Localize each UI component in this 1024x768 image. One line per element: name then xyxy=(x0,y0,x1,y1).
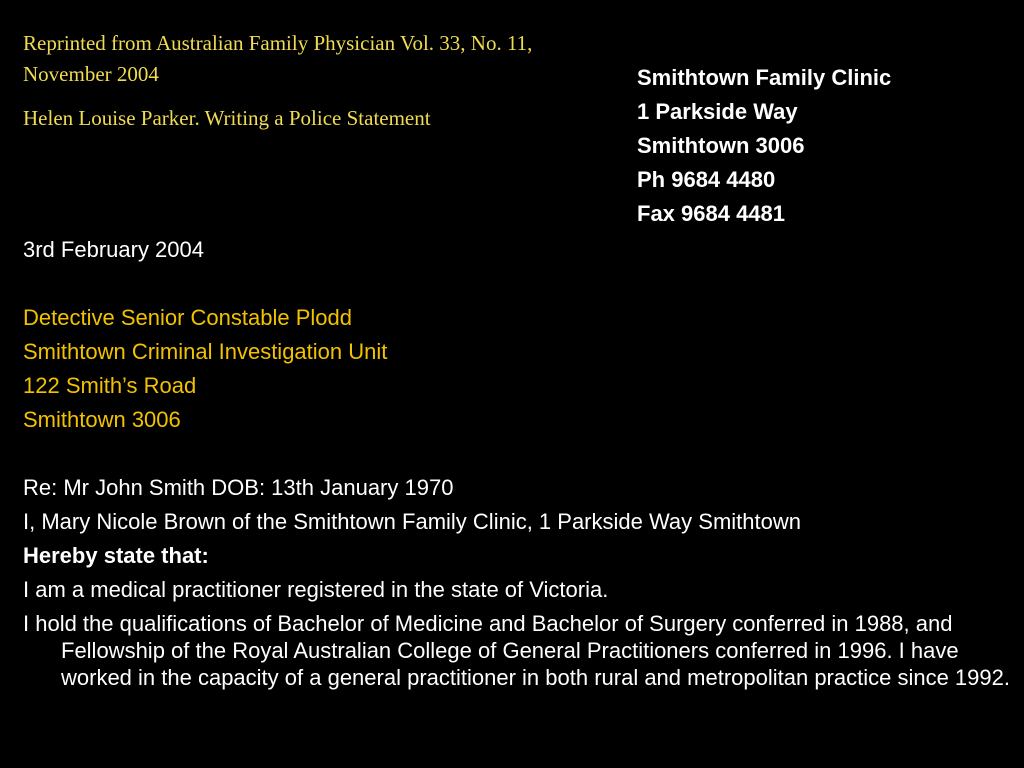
article-author-title: Helen Louise Parker. Writing a Police Statement xyxy=(23,106,431,130)
clinic-letterhead xyxy=(637,61,891,231)
clinic-street: 1 Parkside Way xyxy=(637,99,798,124)
addressee-street: 122 Smith’s Road xyxy=(23,373,197,398)
clinic-city: Smithtown 3006 xyxy=(637,133,805,158)
hereby-state-heading: Hereby state that: xyxy=(23,543,209,568)
reprint-line: Reprinted from Australian Family Physician Vol. 33, No. 11, November 2004 xyxy=(23,31,533,86)
registration-line: I am a medical practitioner registered in the state of Victoria. xyxy=(23,577,609,602)
clinic-phone: Ph 9684 4480 xyxy=(637,167,776,192)
identity-line: I, Mary Nicole Brown of the Smithtown Family Clinic, 1 Parkside Way Smithtown xyxy=(23,509,801,534)
clinic-fax: Fax 9684 4481 xyxy=(637,201,786,226)
statement-body xyxy=(23,471,1013,691)
addressee-name: Detective Senior Constable Plodd xyxy=(23,305,352,330)
addressee-block xyxy=(23,301,387,437)
re-line: Re: Mr John Smith DOB: 13th January 1970 xyxy=(23,475,454,500)
clinic-name: Smithtown Family Clinic xyxy=(637,65,892,90)
qualifications-paragraph: I hold the qualifications of Bachelor of Medicine and Bachelor of Surgery conferred in 1988, and Fellowship of the Royal Australian College of General Practitioners conferred in 1996. I have worked in the capacity of a general practitioner in both rural and metropolitan practice since 1992. xyxy=(23,611,1010,690)
addressee-city: Smithtown 3006 xyxy=(23,407,181,432)
reprint-citation xyxy=(23,28,593,134)
addressee-unit: Smithtown Criminal Investigation Unit xyxy=(23,339,388,364)
letter-date: 3rd February 2004 xyxy=(23,237,204,262)
